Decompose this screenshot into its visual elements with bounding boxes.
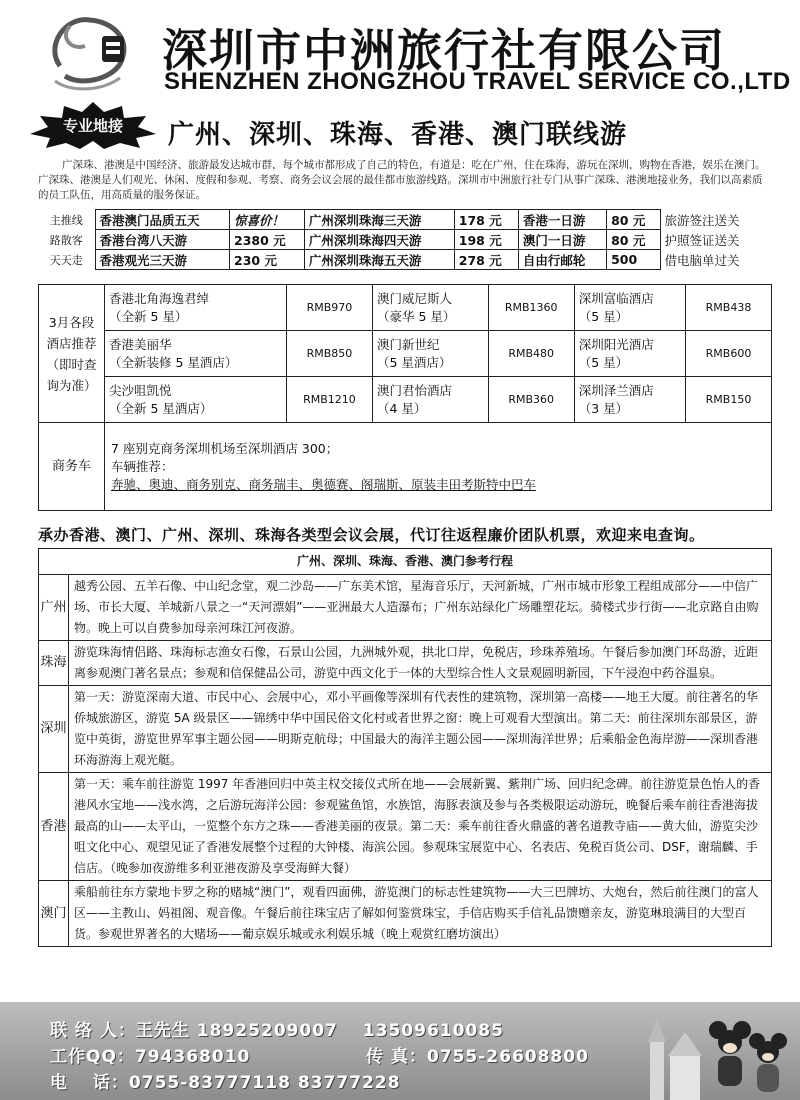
hotel-cell (574, 285, 685, 331)
hotel-name: 香港北角海逸君绰 (109, 290, 210, 306)
contact-label: 联 络 人： (50, 1021, 136, 1041)
contact-row (50, 1016, 504, 1041)
table-row (38, 250, 772, 270)
fax-row (366, 1042, 589, 1067)
route-name: 广州深圳珠海三天游 (304, 210, 454, 230)
route-price: 2380 元 (230, 230, 305, 250)
service-label: 借电脑单过关 (664, 252, 740, 268)
route-name: 香港台湾八天游 (95, 230, 230, 250)
qq-row (50, 1042, 250, 1067)
route-name: 澳门一日游 (518, 230, 606, 250)
badge-label: 专业地接 (62, 116, 123, 135)
itinerary-title: 广州、深圳、珠海、香港、澳门参考行程 (39, 549, 772, 575)
hotel-price: RMB1360 (488, 285, 574, 331)
itinerary-table (38, 548, 772, 947)
service-notice: 承办香港、澳门、广州、深圳、珠海各类型会议会展，代订往返程廉价团队机票，欢迎来电查询。 (38, 526, 705, 544)
route-side-label: 路散客 (38, 230, 95, 250)
city-label: 香港 (39, 773, 69, 881)
castle-mascot-icon (630, 1012, 790, 1100)
hotel-cell (574, 377, 685, 423)
hotel-name: 深圳泽兰酒店 (578, 382, 654, 398)
intro-paragraph: 广深珠、港澳是中国经济、旅游最发达城市群，每个城市都形成了自己的特色，有道是：吃在广州，住在珠海，游玩在深圳，购物在香港，娱乐在澳门。广深珠、港澳是人们观光、休闲、度假和参观、考察、商务会议会展的最佳都市旅游线路。深圳市中洲旅行社专门从事广深珠、港澳地接业务，我们以高素质的员工队伍，用高质量的服务保证。 (38, 159, 766, 201)
hotels-table (38, 284, 772, 511)
city-itinerary: 乘船前往东方蒙地卡罗之称的赌城“澳门”，观看四面佛，游览澳门的标志性建筑物——大三巴牌坊、大炮台，然后前往澳门的富人区——主教山、妈祖阁、观音像。午餐后前往珠宝店了解如何鉴赏珠宝，手信店购买手信礼品馈赠亲友，游览琳琅满目的大型百货。参观世界著名的大赌场——葡京娱乐城或永利娱乐城（晚上观赏红磨坊演出） (69, 881, 772, 947)
table-row (39, 686, 772, 773)
route-name: 广州深圳珠海五天游 (304, 250, 454, 270)
city-itinerary: 游览珠海情侣路、珠海标志渔女石像，石景山公园，九洲城外观，拱北口岸，免税店，珍珠养殖场。午餐后参加澳门环岛游，近距离参观澳门著名景点；参观和信保健品公司，游览中西文化于一体的大型综合性人文景观圆明新园，下午浸泡中药谷温泉。 (69, 641, 772, 686)
hotel-price: RMB970 (286, 285, 372, 331)
route-price: 178 元 (454, 210, 518, 230)
hotel-rating: （全新 5 星酒店） (109, 400, 213, 416)
specialty-badge (28, 100, 158, 150)
route-price: 500 (607, 250, 660, 270)
hotel-rating: （全新 5 星） (109, 308, 188, 324)
hotel-price: RMB480 (488, 331, 574, 377)
fax-label: 传 真： (366, 1047, 427, 1067)
city-label: 广州 (39, 575, 69, 641)
hotel-name: 澳门威尼斯人 (376, 290, 452, 306)
hotels-label: 3月各段酒店推荐（即时查询为准） (39, 285, 105, 423)
hotel-price: RMB150 (686, 377, 772, 423)
phone-row (50, 1068, 400, 1093)
city-label: 澳门 (39, 881, 69, 947)
header (0, 0, 800, 100)
table-row (39, 881, 772, 947)
company-name-en: SHENZHEN ZHONGZHOU TRAVEL SERVICE CO.,LTD (164, 68, 791, 95)
car-brands: 奔驰、奥迪、商务别克、商务瑞丰、奥德赛、阁瑞斯、原装丰田考斯特中巴车 (111, 476, 537, 492)
route-price: 80 元 (607, 210, 660, 230)
service-label: 旅游签注送关 (664, 212, 740, 228)
hotel-price: RMB438 (686, 285, 772, 331)
hotel-rating: （3 星） (578, 400, 629, 416)
route-side-label: 天天走 (38, 250, 95, 270)
contact-value: 王先生 18925209007 13509610085 (135, 1021, 504, 1041)
table-row (39, 377, 772, 423)
hotel-rating: （5 星酒店） (376, 354, 452, 370)
route-name: 自由行邮轮 (518, 250, 606, 270)
car-line: 7 座别克商务深圳机场至深圳酒店 300； (111, 440, 339, 456)
city-itinerary: 越秀公园、五羊石像、中山纪念堂，观二沙岛——广东美术馆，星海音乐厅，天河新城，广州市城市形象工程组成部分——中信广场、市长大厦、羊城新八景之一“天河漂娟”——亚洲最大人造瀑布；广州东站绿化广场雕塑花坛。骑楼式步行街——北京路自由购物。晚上可以自费参加母亲河珠江河夜游。 (69, 575, 772, 641)
route-price: 230 元 (230, 250, 305, 270)
phone-value: 0755-83777118 83777228 (128, 1073, 401, 1093)
company-name-cn: 深圳市中洲旅行社有限公司 (162, 24, 727, 77)
hotel-cell (574, 331, 685, 377)
table-row (39, 575, 772, 641)
city-itinerary: 第一天：游览深南大道、市民中心、会展中心，邓小平画像等深圳有代表性的建筑物，深圳第一高楼——地王大厦。前往著名的华侨城旅游区，游览 5A 级景区——锦绣中华中国民俗文化村或者世界之窗：晚上可观看大型演出。第二天：前往深圳东部景区，游览中英街，游览世界军事主题公园——明斯克航母；中国最大的海洋主题公园——深圳海洋世界；后乘船金色海岸游——深圳香港环海游海上观光艇。 (69, 686, 772, 773)
hotel-name: 澳门新世纪 (376, 336, 440, 352)
hotel-name: 深圳富临酒店 (578, 290, 654, 306)
route-price: 80 元 (607, 230, 660, 250)
hotel-price: RMB850 (286, 331, 372, 377)
hotel-name: 香港美丽华 (109, 336, 172, 352)
business-car-info (105, 423, 772, 511)
hotel-cell (372, 285, 488, 331)
hotel-cell (372, 377, 488, 423)
city-label: 珠海 (39, 641, 69, 686)
route-price: 惊喜价！ (230, 210, 305, 230)
route-side-label: 主推线 (38, 210, 95, 230)
service-label: 护照签证送关 (664, 232, 740, 248)
table-row (39, 423, 772, 511)
hotel-rating: （5 星） (578, 308, 629, 324)
hotel-price: RMB360 (488, 377, 574, 423)
phone-label: 电 话： (50, 1073, 129, 1093)
company-logo-icon (40, 6, 140, 94)
hotel-rating: （5 星） (578, 354, 629, 370)
route-price: 198 元 (454, 230, 518, 250)
page-subtitle: 广州、深圳、珠海、香港、澳门联线游 (168, 120, 628, 150)
hotel-rating: （豪华 5 星） (376, 308, 456, 324)
city-itinerary: 第一天：乘车前往游览 1997 年香港回归中英主权交接仪式所在地——会展新翼、紫荆广场、回归纪念碑。前往游览景色怡人的香港风水宝地——浅水湾，之后游玩海洋公园：参观鲨鱼馆，水族馆，海豚表演及参与各类极限运动游玩，晚餐后乘车前往香港海拔最高的山——太平山，一览整个东方之珠——香港美丽的夜景。第二天：乘车前往香火鼎盛的著名道教寺庙——黄大仙，游览尖沙咀文化中心、观望见证了香港发展整个过程的大钟楼、海滨公园。参观珠宝展览中心、名表店、免税百货公司、DSF，谢瑞麟、手信店。（晚参加夜游维多利亚港夜游及享受海鲜大餐） (69, 773, 772, 881)
table-row (39, 549, 772, 575)
hotel-rating: （4 星） (376, 400, 427, 416)
hotel-name: 深圳阳光酒店 (578, 336, 654, 352)
route-name: 香港一日游 (518, 210, 606, 230)
hotel-cell (105, 377, 287, 423)
route-name: 广州深圳珠海四天游 (304, 230, 454, 250)
hotel-price: RMB1210 (286, 377, 372, 423)
hotel-name: 澳门君怡酒店 (376, 382, 452, 398)
business-car-label: 商务车 (39, 423, 105, 511)
hotel-cell (105, 285, 287, 331)
table-row (38, 210, 772, 230)
table-row (39, 773, 772, 881)
routes-table (38, 209, 772, 270)
city-label: 深圳 (39, 686, 69, 773)
qq-value: 794368010 (134, 1047, 251, 1067)
hotel-cell (105, 331, 287, 377)
table-row (39, 285, 772, 331)
hotel-name: 尖沙咀凯悦 (109, 382, 172, 398)
route-name: 香港观光三天游 (95, 250, 230, 270)
table-row (38, 230, 772, 250)
hotel-price: RMB600 (686, 331, 772, 377)
qq-label: 工作QQ： (50, 1047, 135, 1067)
fax-value: 0755-26608800 (426, 1047, 589, 1067)
car-line: 车辆推荐： (111, 458, 174, 474)
hotel-cell (372, 331, 488, 377)
table-row (39, 331, 772, 377)
hotel-rating: （全新装修 5 星酒店） (109, 354, 238, 370)
route-price: 278 元 (454, 250, 518, 270)
table-row (39, 641, 772, 686)
route-name: 香港澳门品质五天 (95, 210, 230, 230)
